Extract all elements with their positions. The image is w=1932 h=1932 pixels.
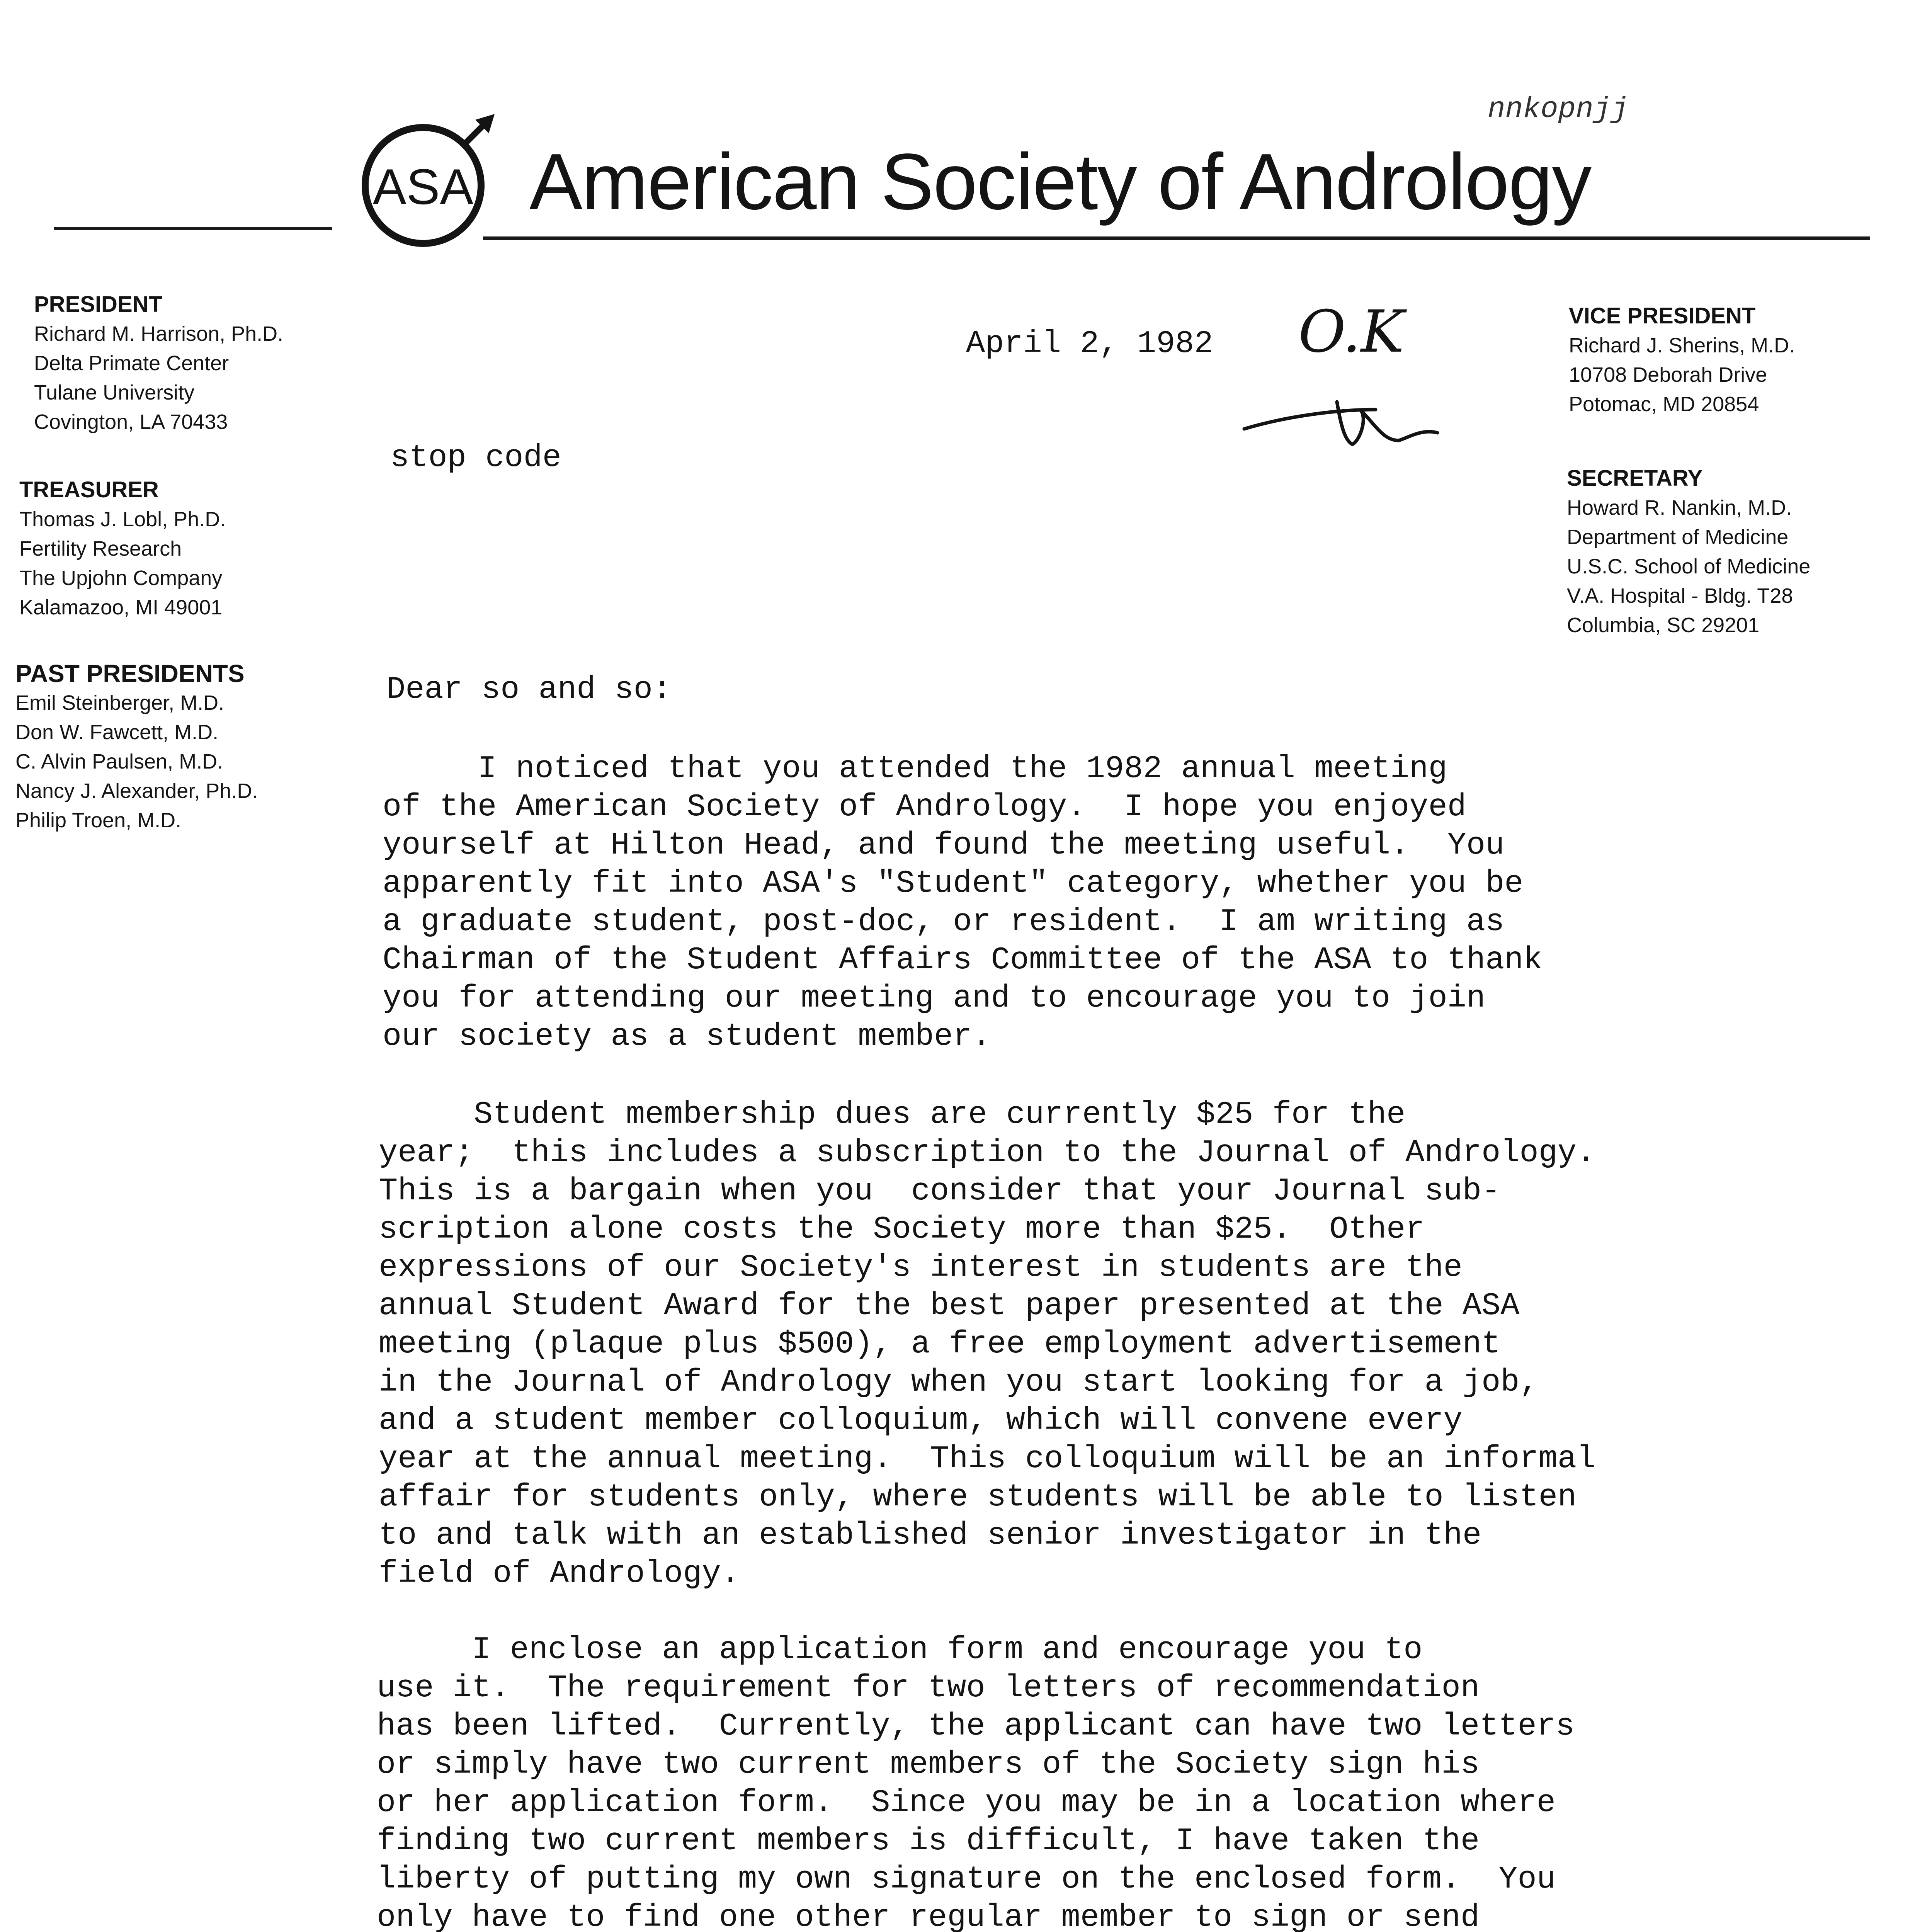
body-paragraph-1: I noticed that you attended the 1982 annual meeting of the American Society of Andrology. I hope you enjoyed yourself at Hilton Head, and found the meeting useful. You apparently fit into ASA's "Student" category, whether you be a graduate student, post-doc, or resident. I am writing as Chairman of the Student Affairs Committee of the ASA to thank you for attending our meeting and to encourage you to join our society as a student member. <box>383 751 1543 1054</box>
secretary-line: Columbia, SC 29201 <box>1567 614 1760 637</box>
treasurer-line: Thomas J. Lobl, Ph.D. <box>19 508 226 531</box>
past-presidents-title: PAST PRESIDENTS <box>15 660 245 687</box>
letterhead-rule-left <box>54 227 332 230</box>
president-line: Richard M. Harrison, Ph.D. <box>34 322 284 345</box>
secretary-line: Department of Medicine <box>1567 526 1789 549</box>
past-president-line: Philip Troen, M.D. <box>15 809 182 832</box>
president-line: Covington, LA 70433 <box>34 410 228 434</box>
secretary-line: Howard R. Nankin, M.D. <box>1567 496 1792 519</box>
handwritten-annotation <box>1236 294 1468 495</box>
treasurer-block <box>19 475 226 622</box>
vice-president-title: VICE PRESIDENT <box>1569 303 1756 328</box>
past-president-line: Nancy J. Alexander, Ph.D. <box>15 779 258 803</box>
past-president-line: Don W. Fawcett, M.D. <box>15 721 219 744</box>
secretary-block <box>1567 464 1810 640</box>
secretary-line: U.S.C. School of Medicine <box>1567 555 1811 578</box>
treasurer-line: Kalamazoo, MI 49001 <box>19 596 223 619</box>
logo-text: ASA <box>372 158 474 215</box>
vice-president-line: Potomac, MD 20854 <box>1569 393 1759 416</box>
treasurer-line: The Upjohn Company <box>19 566 223 590</box>
vice-president-block <box>1569 301 1795 419</box>
vice-president-line: Richard J. Sherins, M.D. <box>1569 334 1795 357</box>
president-title: PRESIDENT <box>34 292 162 317</box>
file-code: nnkopnjj <box>1488 93 1629 126</box>
body-paragraph-2: Student membership dues are currently $25 for the year; this includes a subscription to the Journal of Andrology. This is a bargain when you consider that your Journal sub- scription alone costs the Society more than $25. Other expressions of our Society's interest in students are the annual Student Award for the best paper presented at the ASA meeting (plaque plus $500), a free employment advertisement in the Journal of Andrology when you start looking for a job, and a student member colloquium, which will convene every year at the annual meeting. This colloquium will be an informal affair for students only, where students will be able to listen to and talk with an established senior investigator in the field of Andrology. <box>379 1097 1596 1592</box>
treasurer-title: TREASURER <box>19 477 159 502</box>
salutation: Dear so and so: <box>386 672 672 707</box>
society-name: American Society of Andrology <box>529 137 1591 226</box>
letter-date: April 2, 1982 <box>966 326 1213 362</box>
initials-scribble <box>1244 402 1437 444</box>
president-line: Delta Primate Center <box>34 352 229 375</box>
president-line: Tulane University <box>34 381 195 404</box>
asa-logo <box>359 108 498 255</box>
past-president-line: C. Alvin Paulsen, M.D. <box>15 750 223 773</box>
secretary-title: SECRETARY <box>1567 466 1703 491</box>
handwritten-ok: O.K <box>1298 298 1404 366</box>
president-block <box>34 290 283 437</box>
stop-code: stop code <box>390 440 561 476</box>
treasurer-line: Fertility Research <box>19 537 182 560</box>
secretary-line: V.A. Hospital - Bldg. T28 <box>1567 584 1793 607</box>
past-presidents-block <box>15 659 258 835</box>
body-paragraph-3: I enclose an application form and encourage you to use it. The requirement for two letters of recommendation has been lifted. Currently, the applicant can have two letters or simply have two current members of the Society sign his or her application form. Since you may be in a location where finding two current members is difficult, I have taken the liberty of putting my own signature on the enclosed form. You only have to find one other regular member to sign or send <box>377 1632 1575 1932</box>
letterhead-rule-right <box>483 236 1870 240</box>
past-president-line: Emil Steinberger, M.D. <box>15 691 224 714</box>
vice-president-line: 10708 Deborah Drive <box>1569 363 1767 386</box>
